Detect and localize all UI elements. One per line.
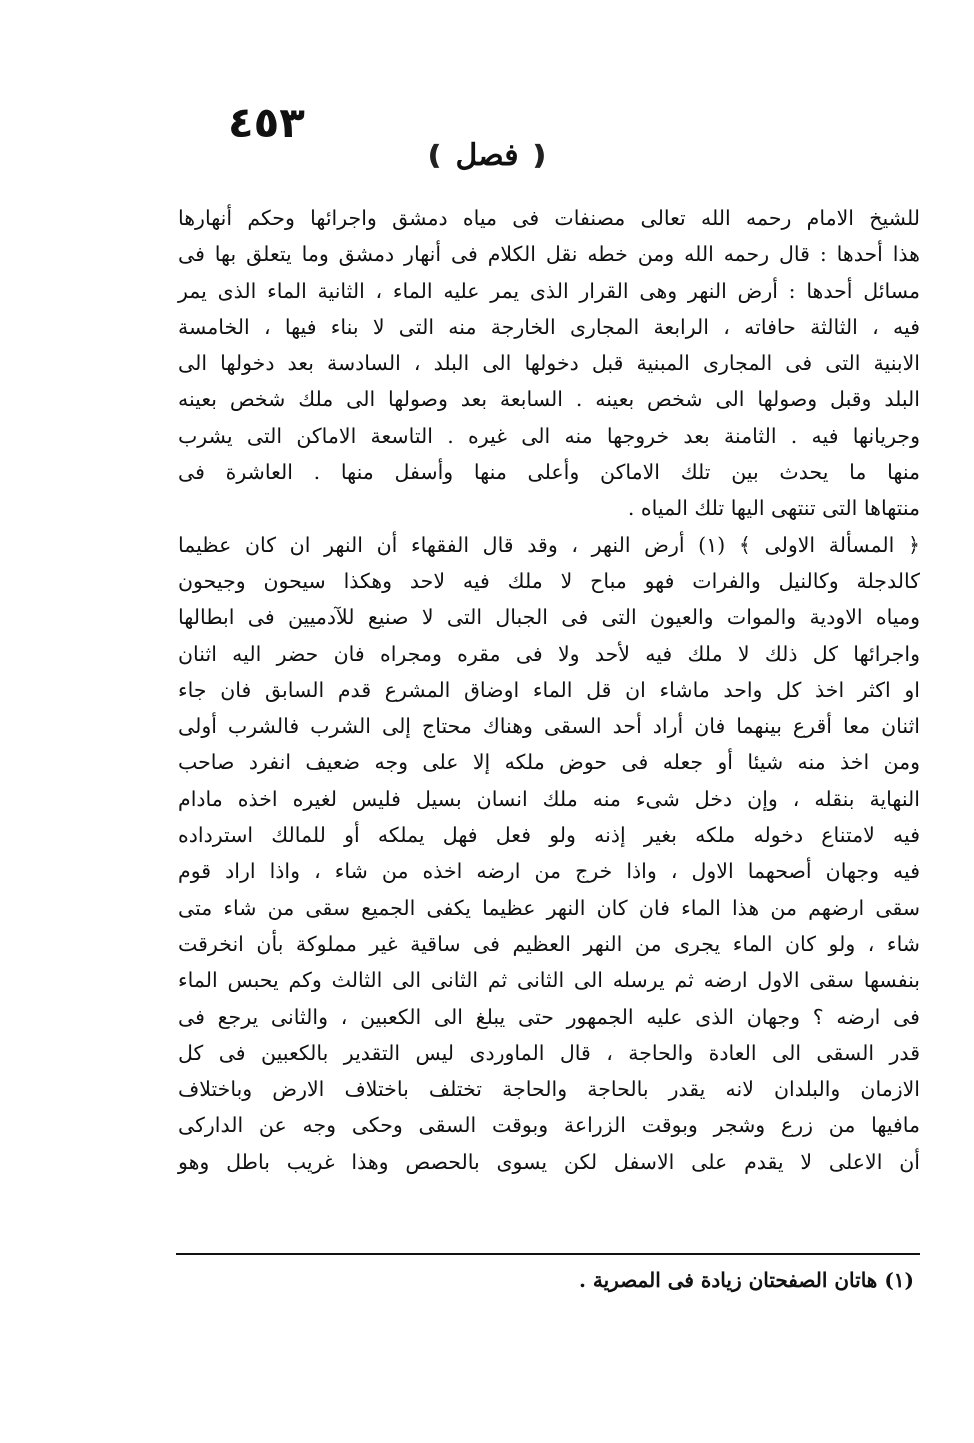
section-heading xyxy=(424,138,551,173)
text-line: ومياه الاودية والموات والعيون التى فى الجبال التى لا صنيع للآدميين فى ابطالها xyxy=(178,605,920,630)
text-line: وجريانها فيه . الثامنة بعد خروجها منه الى غيره . التاسعة الاماكن التى يشرب xyxy=(178,423,920,448)
text-line: كالدجلة وكالنيل والفرات فهو مباح لا ملك فيه لاحد وهكذا سيحون وجيحون xyxy=(178,568,920,593)
text-line: شاء ، ولو كان الماء يجرى من النهر العظيم فى ساقية غير مملوكة بأن انخرقت xyxy=(178,931,920,956)
text-line: النهاية بنقله ، وإن دخل شىء منه ملك انسان بسيل فليس لغيره اخذه مادام xyxy=(178,786,920,811)
text-line: فيه ، الثالثة حافاته ، الرابعة المجارى الخارجة منه التى لا بناء فيها ، الخامسة xyxy=(178,314,920,339)
ornament-left-icon: ❪ xyxy=(423,140,446,171)
text-line: الابنية التى فى المجارى المبنية قبل دخولها الى البلد ، السادسة بعد دخولها الى xyxy=(178,351,920,376)
text-line: ﴿ المسألة الاولى ﴾ (١) أرض النهر ، وقد قال الفقهاء أن النهر ان كان عظيما xyxy=(178,532,920,557)
text-line: واجرائها كل ذلك لا ملك فيه لأحد ولا فى مقره ومجراه فان حضر اليه اثنان xyxy=(178,641,920,666)
text-line: اثنان معا أقرع بينهما فان أراد أحد السقى وهناك محتاج إلى الشرب فالشرب أولى xyxy=(178,714,920,739)
text-line: منها ما يحدث بين تلك الاماكن وأعلى منها وأسفل منها . العاشرة فى xyxy=(178,460,920,485)
text-line: أن الاعلى لا يقدم على الاسفل لكن يسوى بالحصص وهذا غريب باطل وهو xyxy=(178,1149,920,1174)
text-line: هذا أحدها : قال رحمه الله ومن خطه نقل الكلام فى أنهار دمشق وما يتعلق بها فى xyxy=(178,242,920,267)
text-line: فيه وجهان أصحهما الاول ، واذا خرج من ارضه اخذه من شاء ، واذا اراد قوم xyxy=(178,859,920,884)
text-line: مسائل أحدها : أرض النهر وهى القرار الذى يمر عليه الماء ، الثانية الماء الذى يمر xyxy=(178,278,920,303)
text-line: سقى ارضهم من هذا الماء فان كان النهر عظيما يكفى الجميع سقى من شاء متى xyxy=(178,895,920,920)
text-line: فى ارضه ؟ وجهان الذى عليه الجمهور حتى يبلغ الى الكعبين ، والثانى يرجع فى xyxy=(178,1004,920,1029)
text-line: او اكثر اخذ كل واحد ماشاء ان قل الماء اوضاق المشرع قدم السابق فان جاء xyxy=(178,677,920,702)
text-line: بنفسها سقى الاول ارضه ثم يرسله الى الثانى ثم الثانى الى الثالث وكم يحبس الماء xyxy=(178,968,920,993)
text-line: الازمان والبلدان لانه يقدر بالحاجة والحاجة تختلف باختلاف الارض وباختلاف xyxy=(178,1077,920,1102)
section-heading-wrap xyxy=(0,138,974,173)
body-text xyxy=(178,200,920,1180)
ornament-right-icon: ❫ xyxy=(528,140,551,171)
text-line: البلد وقبل وصولها الى شخص بعينه . السابعة بعد وصولها الى ملك شخص بعينه xyxy=(178,387,920,412)
footnote-divider xyxy=(176,1253,920,1255)
text-line: فيه لامتناع دخوله ملكه بغير إذنه ولو فعل فهل يملكه أو للمالك استرداده xyxy=(178,823,920,848)
footnote: (١) هاتان الصفحتان زيادة فى المصرية . xyxy=(578,1268,914,1292)
text-line: منتهاها التى تنتهى اليها تلك المياه . xyxy=(627,496,920,521)
page-number: ٤٥٣ xyxy=(228,98,305,147)
section-heading-text: فصل xyxy=(455,138,519,173)
text-line: للشيخ الامام رحمه الله تعالى مصنفات فى مياه دمشق واجرائها وحكم أنهارها xyxy=(178,206,920,230)
text-line: ومن اخذ منه شيئا أو جعله فى حوض ملكه إلا على وجه ضعيف انفرد صاحب xyxy=(178,750,920,775)
text-line: مافيها من زرع وشجر وبوقت الزراعة وبوقت السقى وحكى وجه عن الداركى xyxy=(178,1113,920,1138)
text-line: قدر السقى الى العادة والحاجة ، قال الماوردى ليس التقدير بالكعبين فى كل xyxy=(178,1040,920,1065)
